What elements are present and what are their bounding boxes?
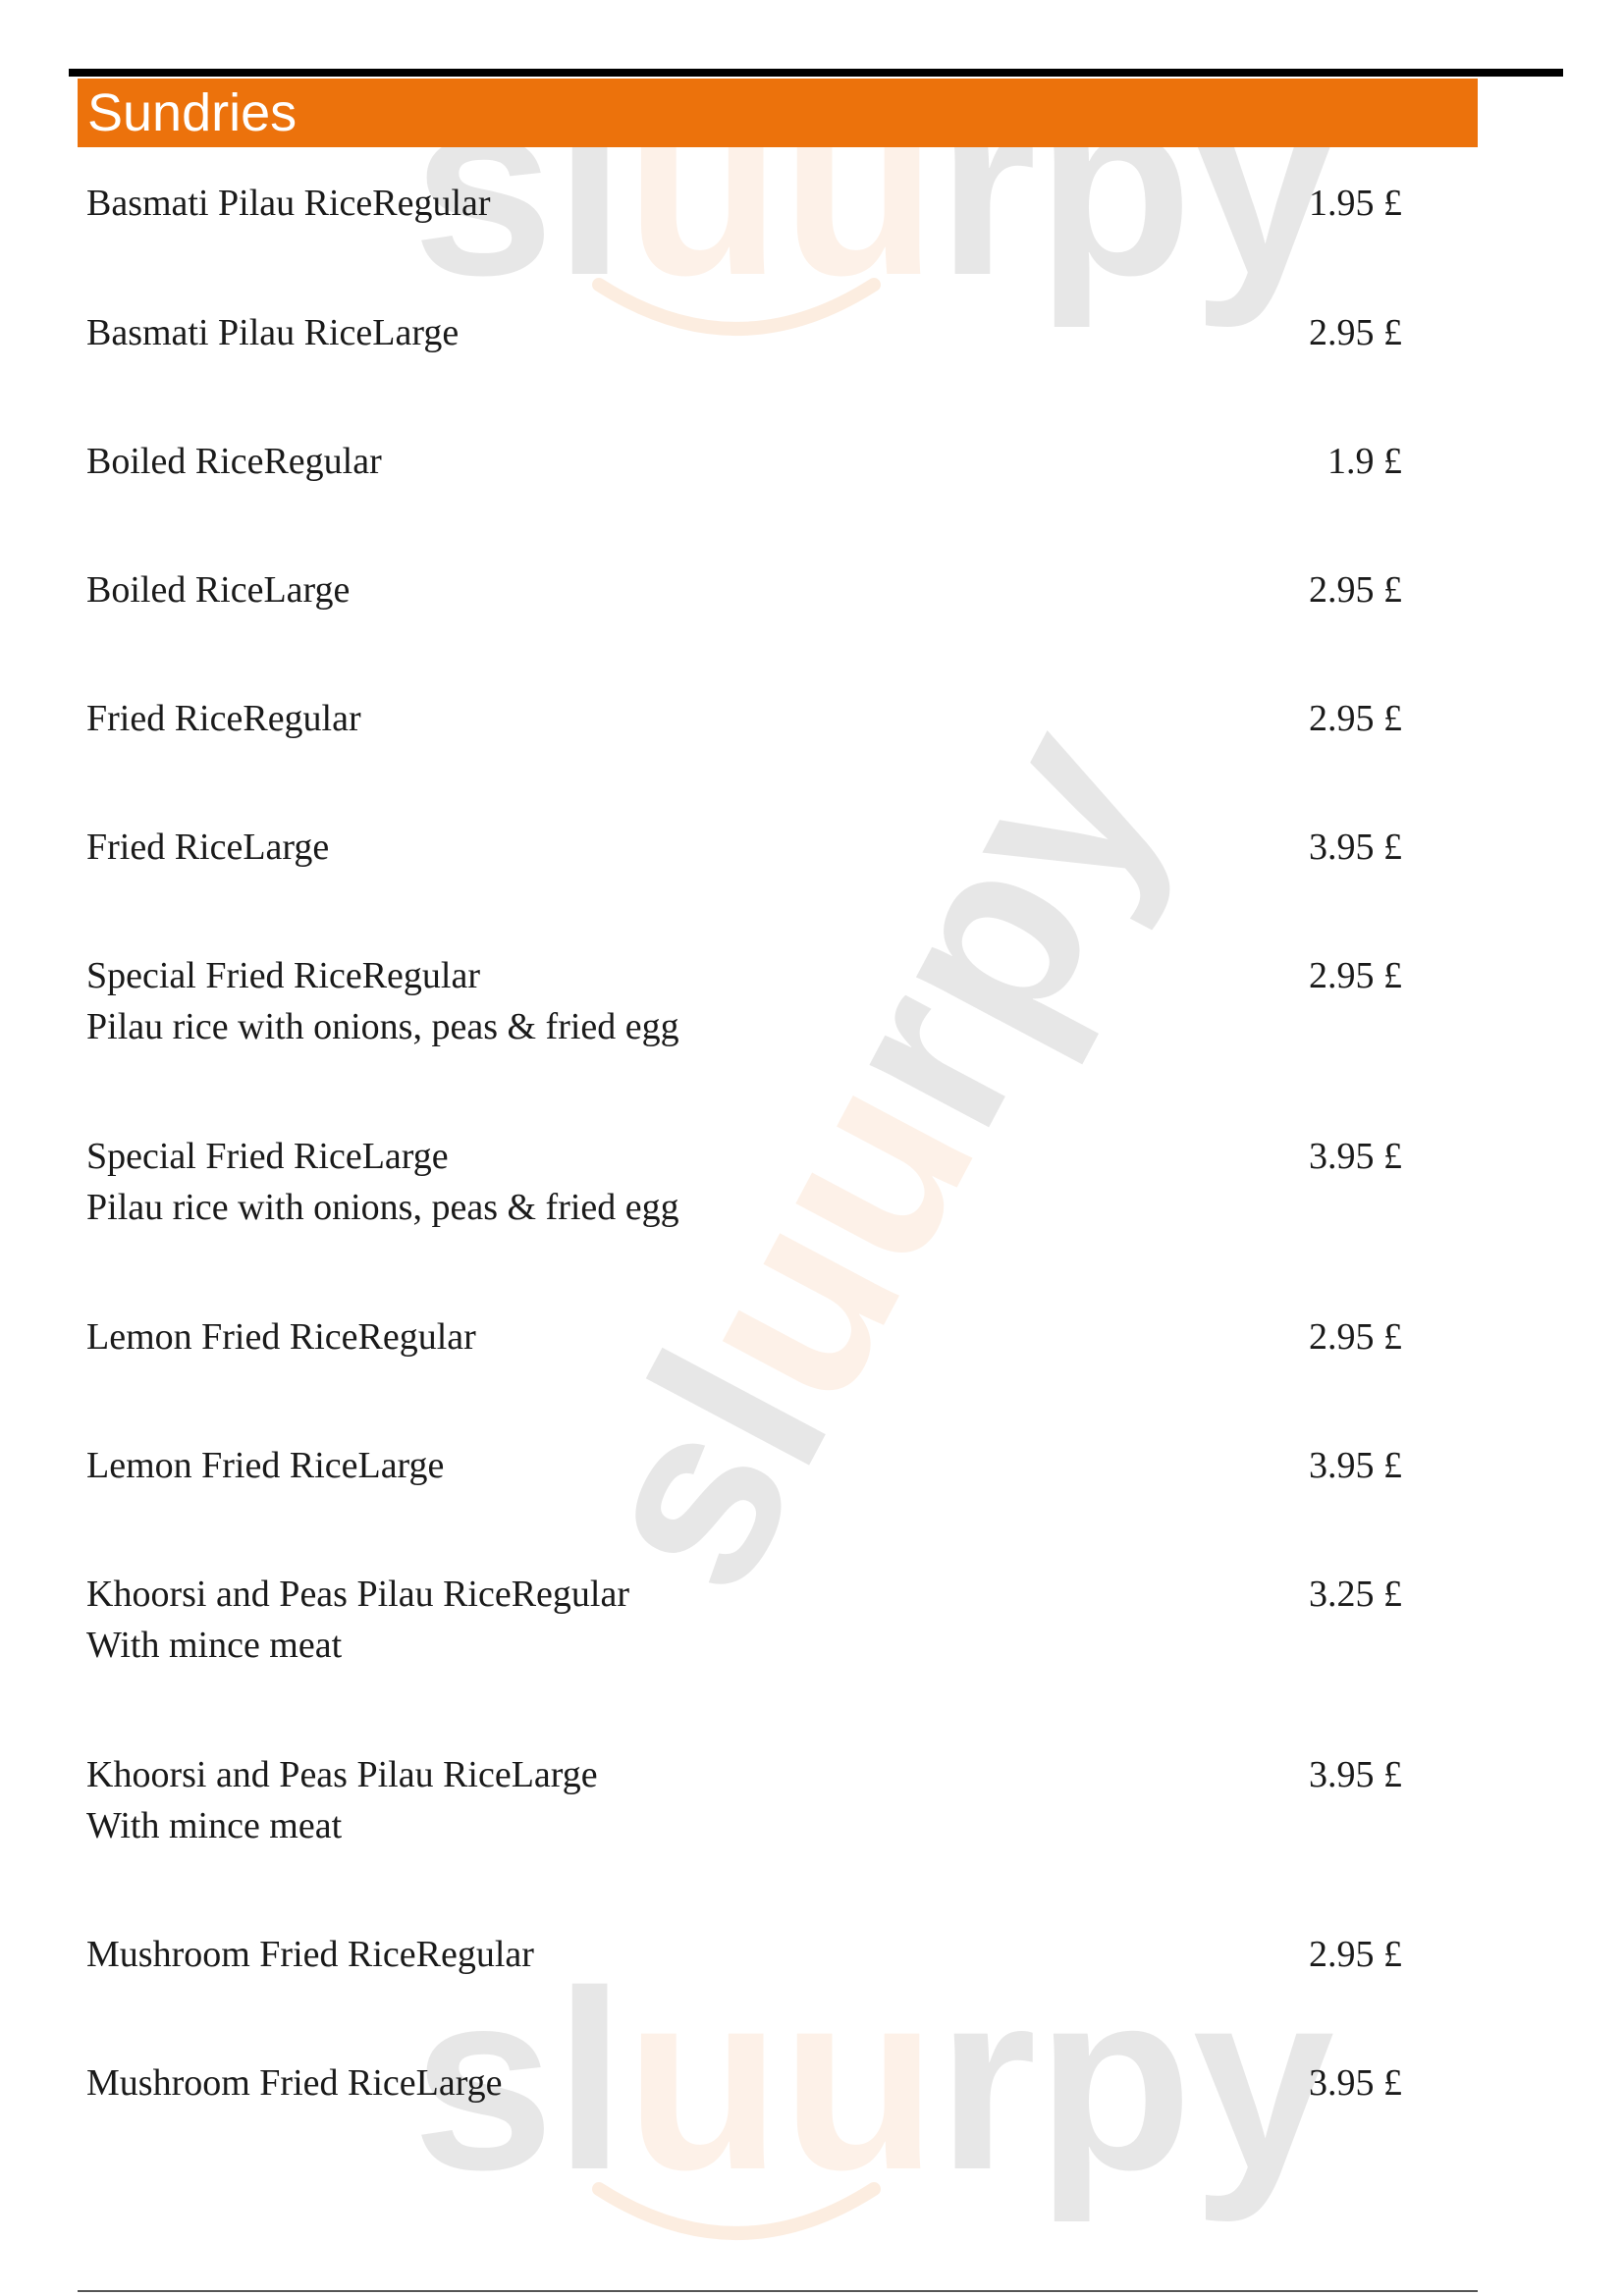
item-price: 3.95 £ xyxy=(1309,1445,1402,1486)
item-description: Pilau rice with onions, peas & fried egg xyxy=(86,1006,679,1047)
menu-item xyxy=(86,1314,1402,1422)
item-price: 2.95 £ xyxy=(1309,1316,1402,1358)
item-price: 3.25 £ xyxy=(1309,1574,1402,1615)
section-title: Sundries xyxy=(87,83,298,142)
watermark-middle: sluurpy xyxy=(531,684,1217,1632)
menu-item xyxy=(86,825,1402,933)
item-name: Mushroom Fried RiceRegular xyxy=(86,1934,534,1975)
item-name: Special Fried RiceRegular xyxy=(86,955,480,996)
item-price: 2.95 £ xyxy=(1309,698,1402,739)
menu-item xyxy=(86,696,1402,804)
item-name: Boiled RiceRegular xyxy=(86,441,382,482)
menu-item xyxy=(86,439,1402,547)
bottom-divider xyxy=(78,2290,1478,2292)
item-name: Fried RiceRegular xyxy=(86,698,361,739)
menu-item xyxy=(86,1134,1402,1242)
watermark-smile-icon xyxy=(589,2169,884,2268)
item-price: 1.9 £ xyxy=(1327,441,1402,482)
item-name: Khoorsi and Peas Pilau RiceRegular xyxy=(86,1574,630,1615)
item-description: With mince meat xyxy=(86,1805,343,1846)
item-price: 3.95 £ xyxy=(1309,1754,1402,1795)
item-name: Basmati Pilau RiceRegular xyxy=(86,183,491,224)
item-name: Fried RiceLarge xyxy=(86,827,330,868)
menu-item xyxy=(86,1752,1402,1860)
menu-item xyxy=(86,567,1402,675)
item-name: Basmati Pilau RiceLarge xyxy=(86,312,460,353)
item-price: 2.95 £ xyxy=(1309,569,1402,611)
menu-item xyxy=(86,310,1402,418)
item-price: 3.95 £ xyxy=(1309,1136,1402,1177)
item-name: Khoorsi and Peas Pilau RiceLarge xyxy=(86,1754,598,1795)
item-name: Boiled RiceLarge xyxy=(86,569,351,611)
item-price: 3.95 £ xyxy=(1309,2062,1402,2104)
section-header xyxy=(78,79,1478,147)
menu-item xyxy=(86,1572,1402,1680)
item-description: With mince meat xyxy=(86,1625,343,1666)
item-name: Mushroom Fried RiceLarge xyxy=(86,2062,503,2104)
watermark-top: sluurpy xyxy=(412,44,1335,329)
menu-item xyxy=(86,1932,1402,2040)
item-price: 2.95 £ xyxy=(1309,1934,1402,1975)
item-price: 1.95 £ xyxy=(1309,183,1402,224)
menu-item xyxy=(86,1443,1402,1551)
item-price: 2.95 £ xyxy=(1309,955,1402,996)
item-name: Special Fried RiceLarge xyxy=(86,1136,449,1177)
menu-item xyxy=(86,181,1402,289)
menu-item xyxy=(86,953,1402,1061)
top-divider xyxy=(69,69,1563,77)
menu-item xyxy=(86,2060,1402,2168)
item-price: 3.95 £ xyxy=(1309,827,1402,868)
item-name: Lemon Fried RiceLarge xyxy=(86,1445,445,1486)
item-description: Pilau rice with onions, peas & fried egg xyxy=(86,1187,679,1228)
item-name: Lemon Fried RiceRegular xyxy=(86,1316,476,1358)
watermark-bottom: sluurpy xyxy=(412,1939,1335,2223)
item-price: 2.95 £ xyxy=(1309,312,1402,353)
